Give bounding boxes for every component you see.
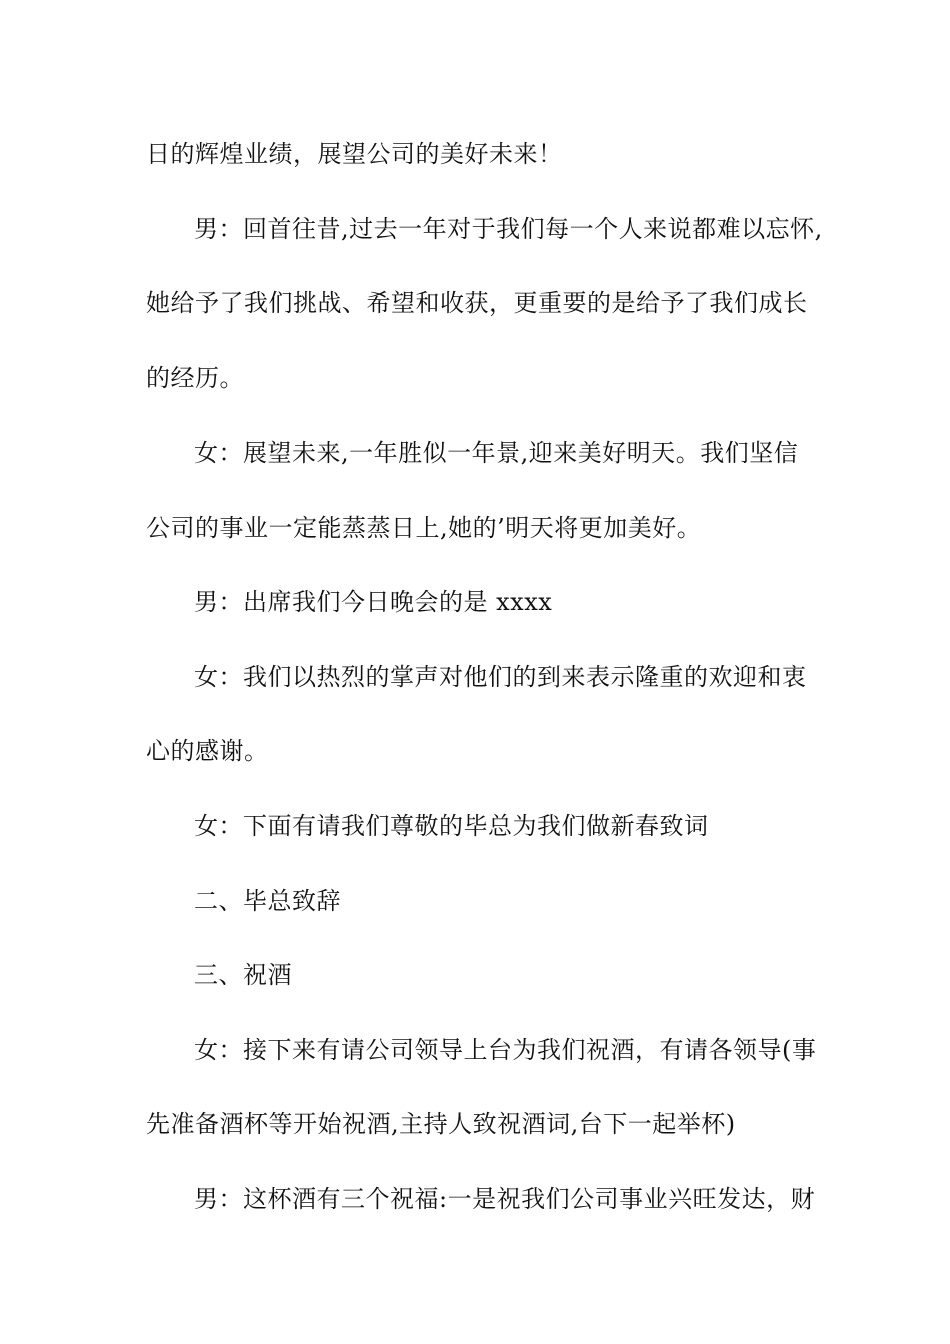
text-line-3: 她给予了我们挑战、希望和收获，更重要的是给予了我们成长 — [146, 289, 808, 317]
text-line-5: 女：展望未来,一年胜似一年景,迎来美好明天。我们坚信 — [194, 439, 799, 467]
text-line-14: 先准备酒杯等开始祝酒,主持人致祝酒词,台下一起举杯) — [146, 1110, 736, 1138]
text-line-6: 公司的事业一定能蒸蒸日上,她的’明天将更加美好。 — [146, 514, 702, 542]
text-line-12: 三、祝酒 — [194, 961, 292, 989]
text-line-1: 日的辉煌业绩，展望公司的美好未来！ — [146, 140, 563, 168]
text-line-11: 二、毕总致辞 — [194, 887, 341, 915]
text-line-10: 女：下面有请我们尊敬的毕总为我们做新春致词 — [194, 812, 709, 840]
text-line-15: 男：这杯酒有三个祝福:一是祝我们公司事业兴旺发达，财 — [194, 1185, 816, 1213]
text-line-4: 的经历。 — [146, 364, 244, 392]
text-line-9: 心的感谢。 — [146, 737, 269, 765]
text-line-7: 男：出席我们今日晚会的是 xxxx — [194, 588, 553, 616]
text-line-13: 女：接下来有请公司领导上台为我们祝酒，有请各领导(事 — [194, 1036, 817, 1064]
text-line-8: 女：我们以热烈的掌声对他们的到来表示隆重的欢迎和衷 — [194, 663, 807, 691]
text-line-2: 男：回首往昔,过去一年对于我们每一个人来说都难以忘怀, — [194, 215, 823, 243]
